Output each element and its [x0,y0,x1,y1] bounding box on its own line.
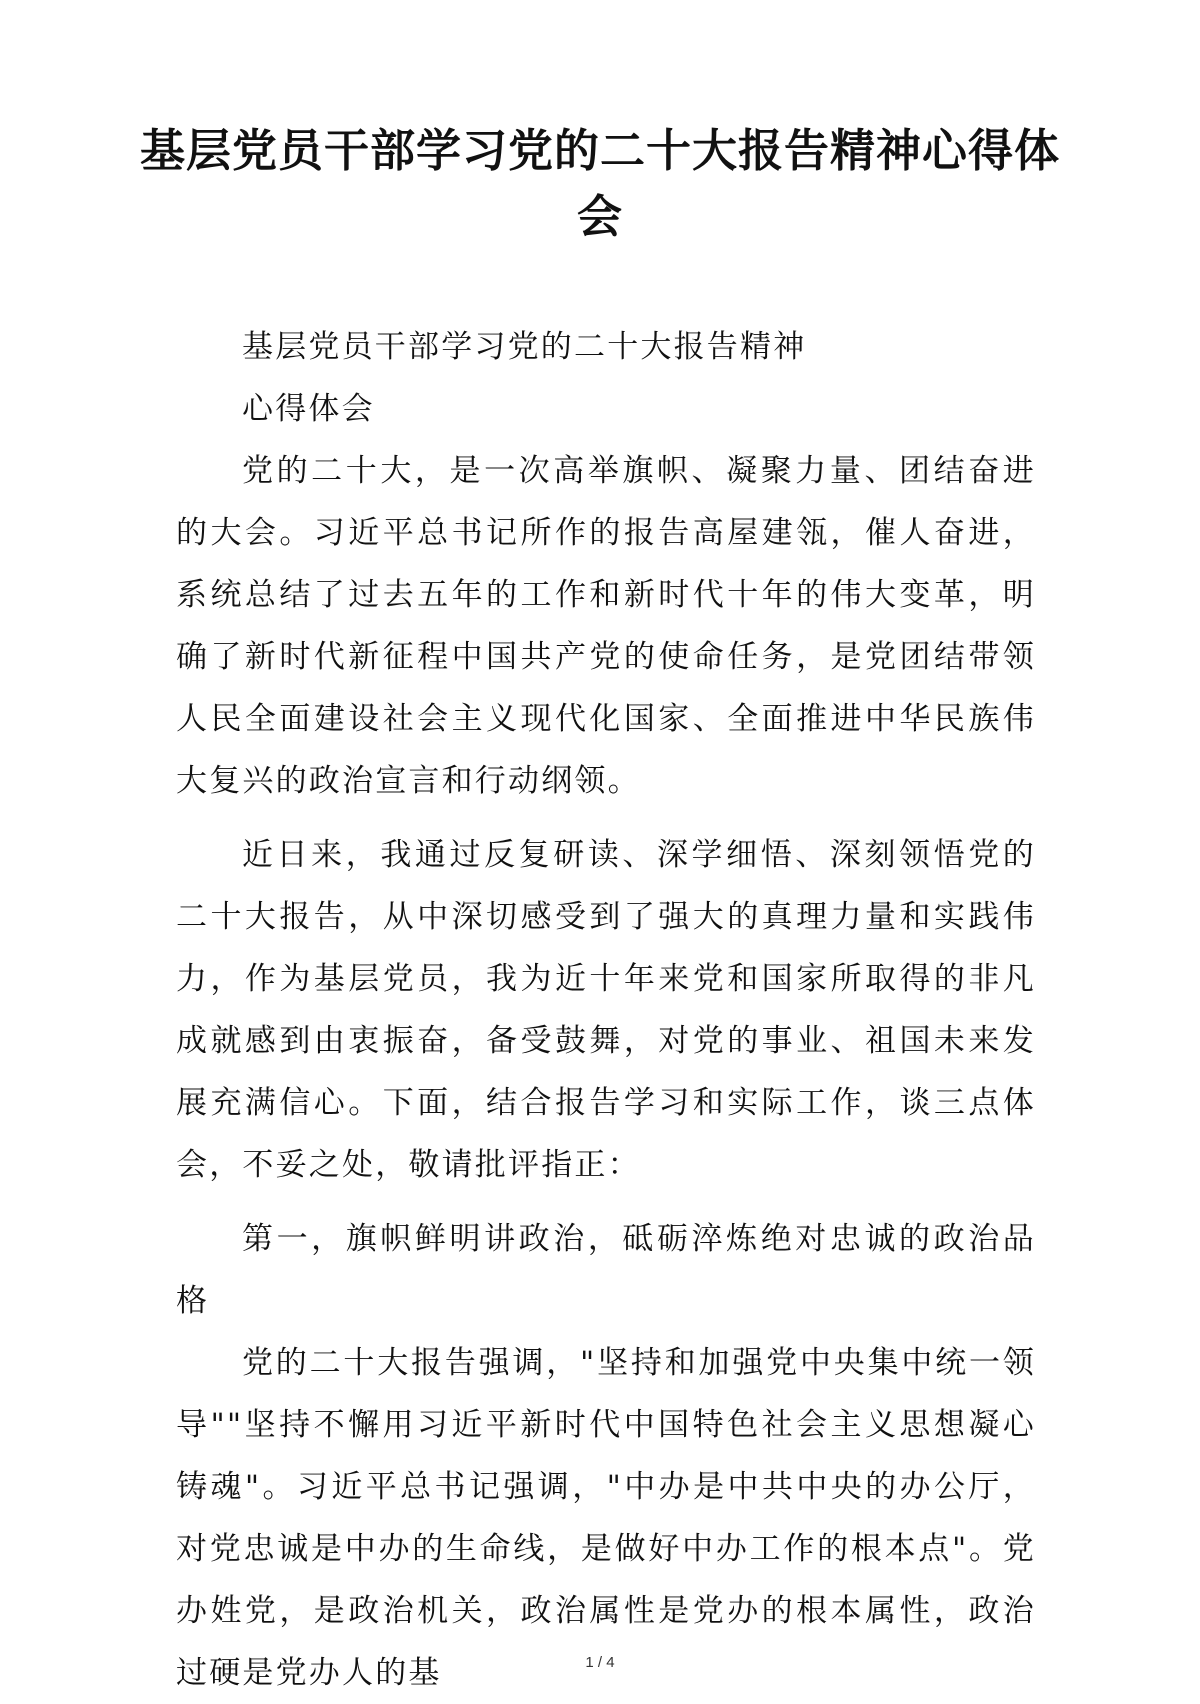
page-indicator: 1 / 4 [585,1654,615,1671]
document-body [176,316,1036,1704]
subtitle-line-1: 基层党员干部学习党的二十大报告精神 [242,329,807,365]
document-title: 基层党员干部学习党的二十大报告精神心得体会 [139,124,1060,243]
paragraph-politics: 党的二十大报告强调，"坚持和加强党中央集中统一领导""坚持不懈用习近平新时代中国特色社会主义思想凝心铸魂"。习近平总书记强调，"中办是中共中央的办公厅，对党忠诚是中办的生命线，是做好中办工作的根本点"。党办姓党，是政治机关，政治属性是党办的根本属性，政治过硬是党办人的基 [176,1345,1036,1691]
paragraph-study: 近日来，我通过反复研读、深学细悟、深刻领悟党的二十大报告，从中深切感受到了强大的真理力量和实践伟力，作为基层党员，我为近十年来党和国家所取得的非凡成就感到由衷振奋，备受鼓舞，对党的事业、祖国未来发展充满信心。下面，结合报告学习和实际工作，谈三点体会，不妥之处，敬请批评指正： [176,837,1036,1183]
subtitle-line-2: 心得体会 [242,391,375,427]
section-heading-first: 第一，旗帜鲜明讲政治，砥砺淬炼绝对忠诚的政治品格 [176,1221,1036,1319]
paragraph-intro: 党的二十大，是一次高举旗帜、凝聚力量、团结奋进的大会。习近平总书记所作的报告高屋建瓴，催人奋进，系统总结了过去五年的工作和新时代十年的伟大变革，明确了新时代新征程中国共产党的使命任务，是党团结带领人民全面建设社会主义现代化国家、全面推进中华民族伟大复兴的政治宣言和行动纲领。 [176,453,1036,799]
